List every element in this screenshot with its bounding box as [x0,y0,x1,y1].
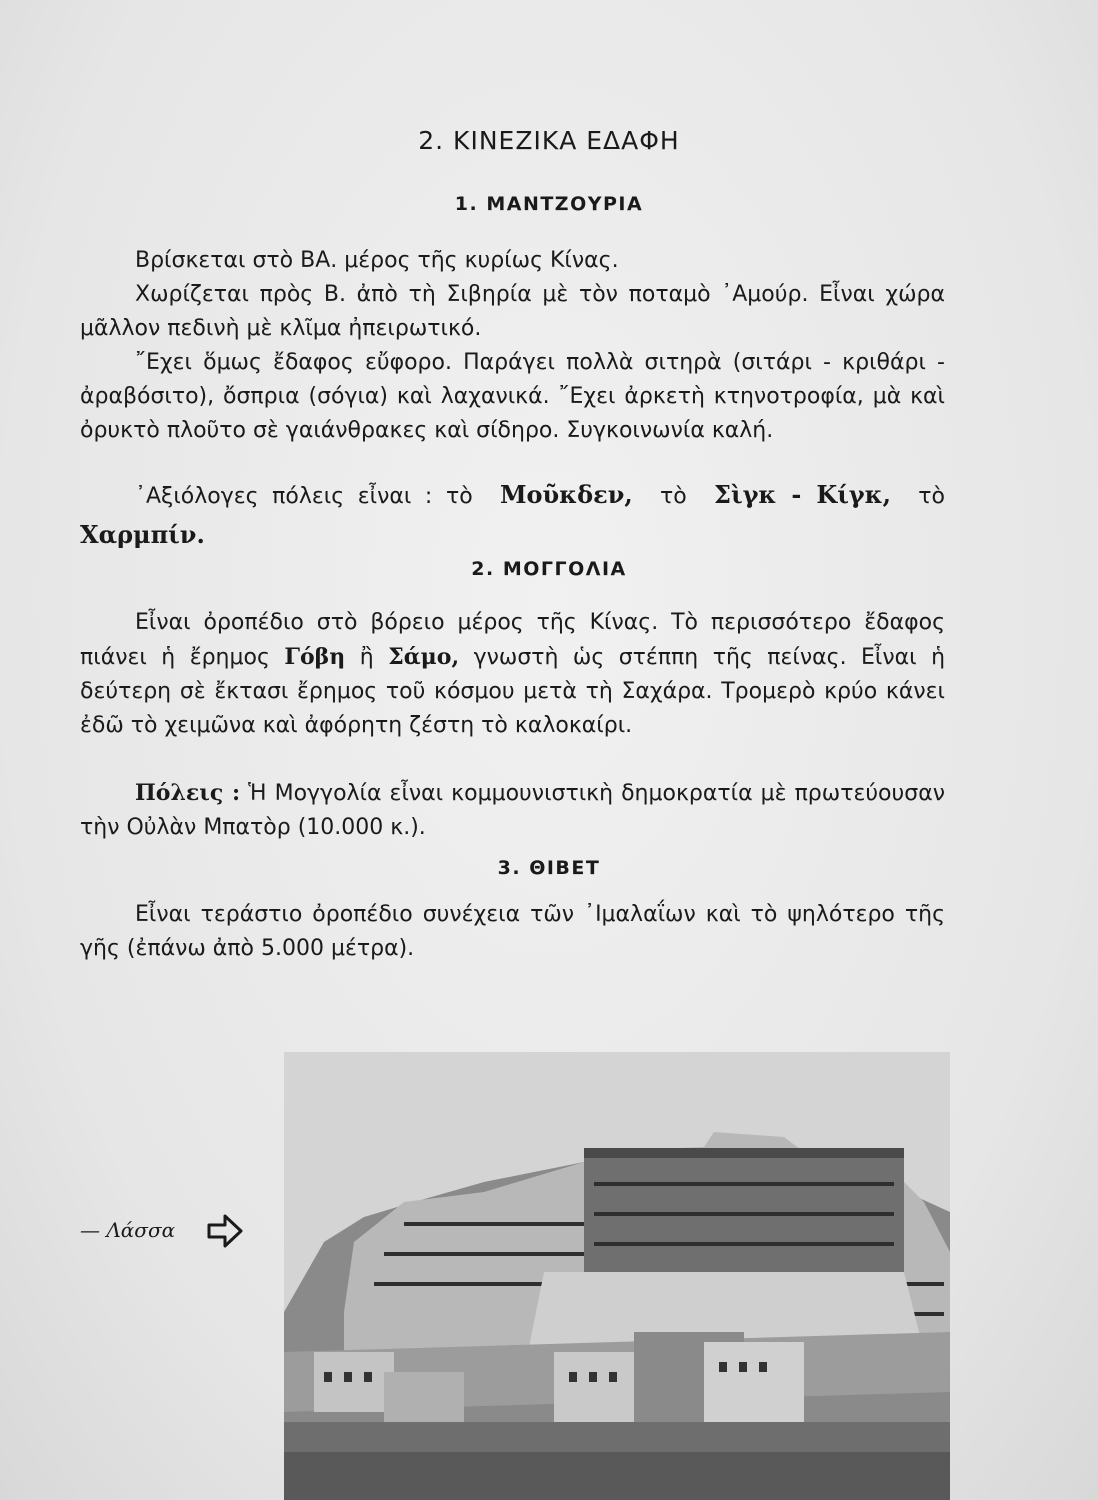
cities-label: Πόλεις : [135,780,241,806]
paragraph-manchuria-cities [80,476,945,556]
city-mukden: Μοῦκδεν, [499,480,633,509]
paragraph-manchuria-economy: ῎Εχει ὅμως ἔδαφος εὔφορο. Παράγει πολλὰ σιτηρὰ (σιτάρι - κριθάρι - ἀραβόσιτο), ὄσπρια (σόγια) καὶ λαχανικά. ῎Εχει ἀρκετὴ κτηνοτροφία, μὰ καὶ ὀρυκτὸ πλοῦτο σὲ γαιάνθρακες καὶ σίδηρο. Συγκοινωνία καλή. [80,350,945,443]
right-arrow-outline-icon [205,1211,245,1251]
paragraph-mongolia-cities [80,776,945,845]
section-heading-manchuria: 1. ΜΑΝΤΖΟΥΡΙΑ [454,193,644,215]
paragraph-manchuria-location: Βρίσκεται στὸ ΒΑ. μέρος τῆς κυρίως Κίνας. [135,248,619,273]
article-to: τὸ [918,484,945,509]
paragraph-tibet: Εἶναι τεράστιο ὀροπέδιο συνέχεια τῶν ᾿Ιμαλαΐων καὶ τὸ ψηλότερο τῆς γῆς (ἐπάνω ἀπὸ 5.000 μέτρα). [80,902,945,961]
desert-shamo: Σάμο, [388,644,460,670]
mongolia-plateau-text: Εἶναι ὀροπέδιο στὸ βόρειο μέρος τῆς Κίνας. [135,610,659,635]
article-to: τὸ [660,484,687,509]
chapter-title: 2. ΚΙΝΕΖΙΚΑ ΕΔΑΦΗ [418,126,680,155]
city-harbin: Χαρμπίν. [80,520,205,549]
desert-gobi: Γόβη [284,644,346,670]
mongolia-climate-text: γνωστὴ ὡς στέππη τῆς πείνας. Εἶναι ἡ δεύτερη σὲ ἔκτασι ἔρημος τοῦ κόσμου μετὰ τὴ Σαχάρα. Τρομερὸ κρύο κάνει ἐδῶ τὸ χειμῶνα καὶ ἀφόρητη ζέστη τὸ καλοκαίρι. [80,645,946,738]
photo-caption: — Λάσσα [80,1218,176,1242]
mongolia-desert-text: Τὸ περισσότερο ἔδαφος πιάνει ἡ ἔρημος [80,610,945,670]
potala-palace-illustration [284,1052,950,1500]
conjunction-or: ἢ [359,645,374,670]
section-heading-tibet: 3. ΘΙΒΕΤ [497,857,601,879]
mongolia-cities-text: Ἡ Μογγολία εἶναι κομμουνιστικὴ δημοκρατία μὲ πρωτεύουσαν τὴν Οὐλὰν Μπατὸρ (10.000 κ.). [80,781,945,840]
paragraph-manchuria-borders: Χωρίζεται πρὸς Β. ἀπὸ τὴ Σιβηρία μὲ τὸν ποταμὸ ᾿Αμούρ. Εἶναι χώρα μᾶλλον πεδινὴ μὲ κλῖμα ἠπειρωτικό. [80,282,945,341]
city-sing-king: Σὶγκ - Κίγκ, [713,480,891,509]
section-heading-mongolia: 2. ΜΟΓΓΟΛΙΑ [471,558,627,580]
cities-intro: ᾿Αξιόλογες πόλεις εἶναι : τὸ [135,484,473,509]
photo-lhasa-potala [284,1052,950,1500]
paragraph-mongolia-desc [80,606,945,743]
